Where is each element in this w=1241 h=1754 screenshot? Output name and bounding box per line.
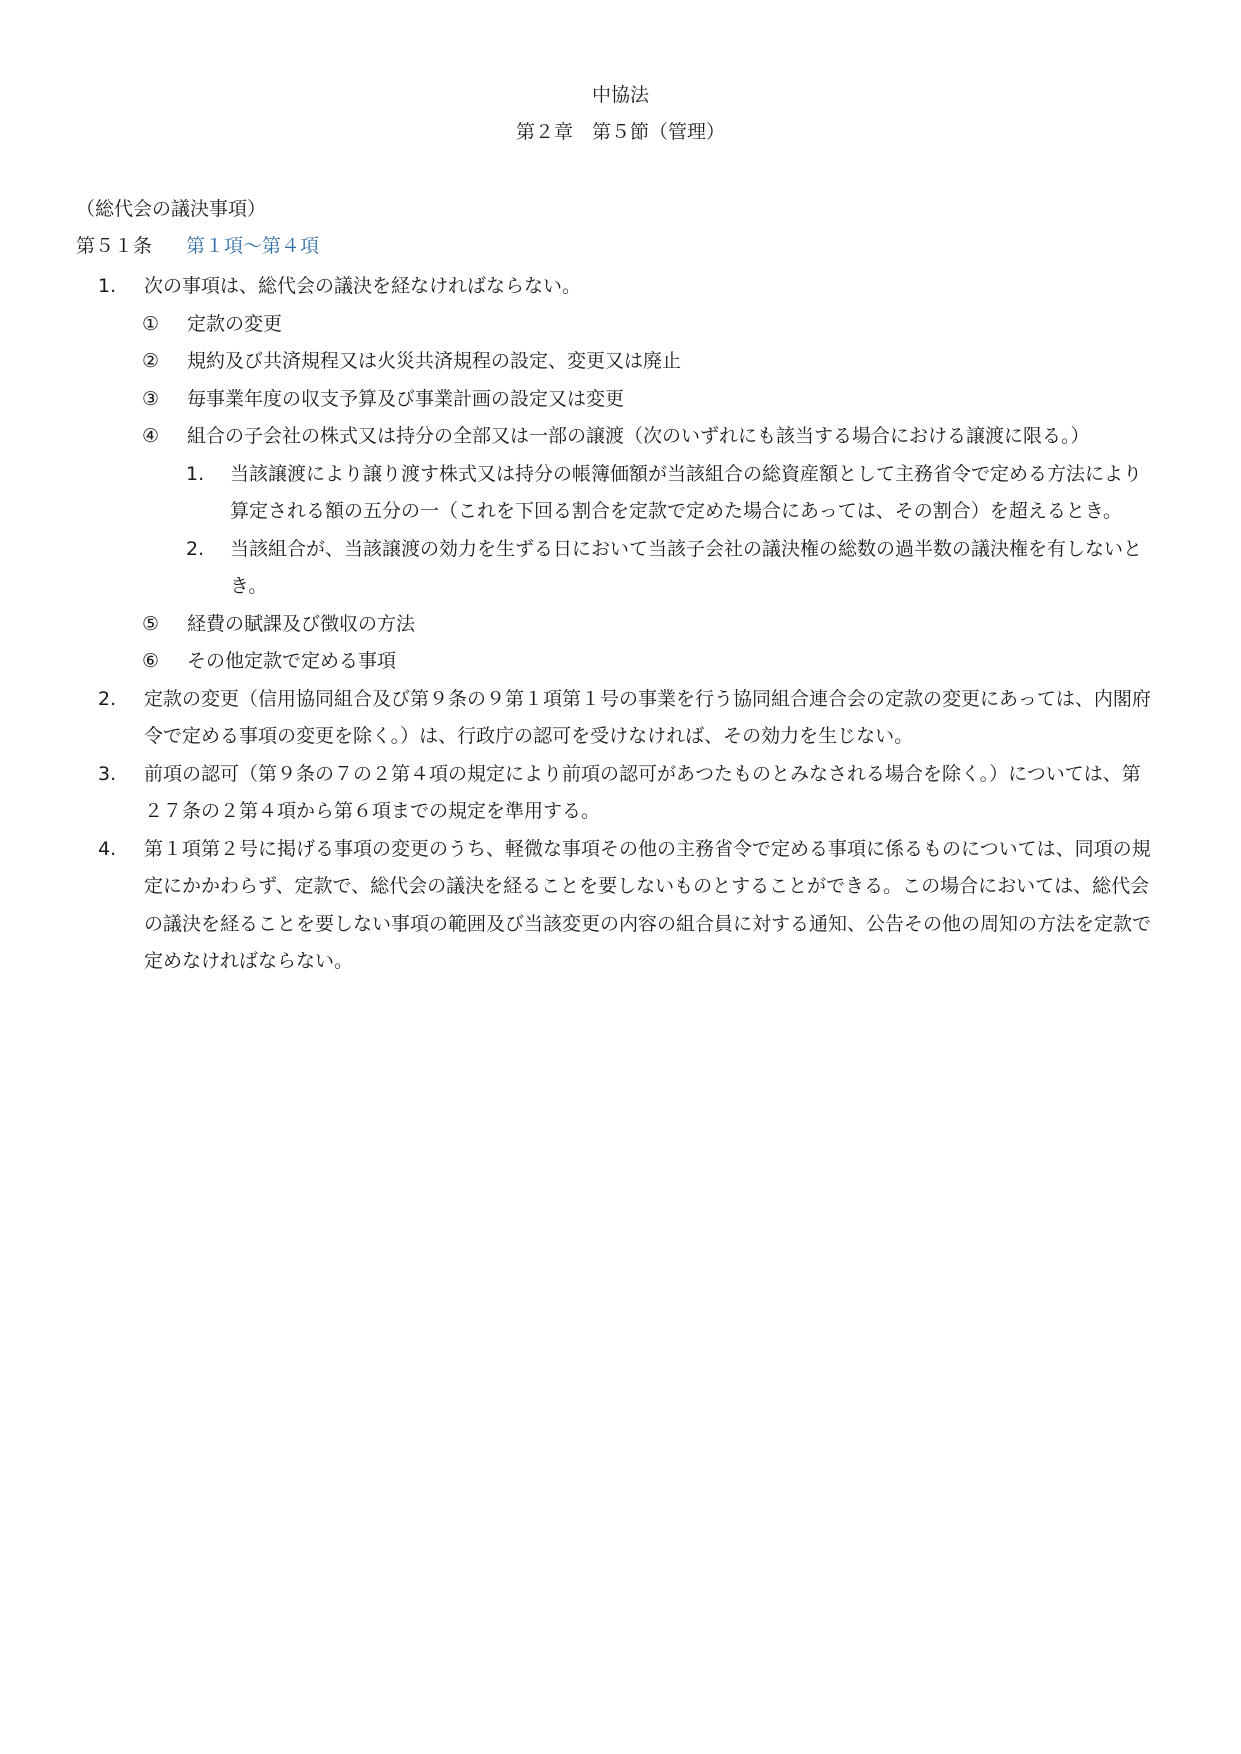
chapter-section-heading: 第２章 第５節（管理） (515, 121, 725, 143)
subitem-text: 当該譲渡により譲り渡す株式又は持分の帳簿価額が当該組合の総資産額として主務省令で定める方法により算定される額の五分の一（これを下回る割合を定款で定めた場合にあっては、その割合）を超えるとき。 (230, 462, 1143, 522)
paragraph-text: 次の事項は、総代会の議決を経なければならない。 (144, 275, 582, 297)
paragraph-text: 前項の認可（第９条の７の２第４項の規定により前項の認可があつたものとみなされる場合を除く。）については、第２７条の２第４項から第６項までの規定を準用する。 (144, 762, 1141, 822)
item-text: 定款の変更 (187, 312, 283, 335)
item-1 (0, 306, 1241, 344)
item-marker: ③ (142, 387, 160, 410)
article-heading (76, 233, 319, 259)
item-2 (0, 343, 1241, 381)
paragraph-marker: 1. (98, 275, 117, 297)
subitem-2 (0, 531, 1241, 606)
article-body (0, 268, 1241, 981)
subitem-marker: 1. (186, 462, 205, 485)
paragraph-text: 第１項第２号に掲げる事項の変更のうち、軽微な事項その他の主務省令で定める事項に係るものについては、同項の規定にかかわらず、定款で、総代会の議決を経ることを要しないものとすることができる。この場合においては、総代会の議決を経ることを要しない事項の範囲及び当該変更の内容の組合員に対する通知、公告その他の周知の方法を定款で定めなければならない。 (144, 837, 1152, 972)
paragraph-text: 定款の変更（信用協同組合及び第９条の９第１項第１号の事業を行う協同組合連合会の定款の変更にあっては、内閣府令で定める事項の変更を除く。）は、行政庁の認可を受けなければ、その効力を生じない。 (144, 687, 1151, 747)
item-5 (0, 606, 1241, 644)
paragraph-3 (0, 756, 1241, 831)
item-marker: ① (142, 312, 160, 335)
item-marker: ⑥ (142, 650, 160, 672)
item-3 (0, 381, 1241, 419)
paragraph-1 (0, 268, 1241, 306)
article-range-link[interactable]: 第１項〜第４項 (186, 235, 320, 257)
item-text: 毎事業年度の収支予算及び事業計画の設定又は変更 (187, 387, 625, 410)
document-title: 中協法 (591, 84, 649, 106)
item-marker: ④ (142, 425, 160, 447)
item-4 (0, 418, 1241, 456)
item-text: その他定款で定める事項 (187, 650, 397, 672)
paragraph-marker: 2. (98, 687, 117, 710)
item-marker: ② (142, 350, 160, 372)
paragraph-marker: 3. (98, 762, 117, 785)
item-marker: ⑤ (142, 612, 160, 635)
subitem-text: 当該組合が、当該譲渡の効力を生ずる日において当該子会社の議決権の総数の過半数の議決権を有しないとき。 (230, 537, 1143, 597)
item-text: 組合の子会社の株式又は持分の全部又は一部の譲渡（次のいずれにも該当する場合における譲渡に限る。） (187, 425, 1090, 447)
item-6 (0, 643, 1241, 681)
article-caption: （総代会の議決事項） (76, 198, 267, 220)
article-number: 第５１条 (76, 235, 153, 257)
item-text: 規約及び共済規程又は火災共済規程の設定、変更又は廃止 (187, 350, 682, 372)
paragraph-2 (0, 681, 1241, 756)
subitem-marker: 2. (186, 537, 205, 560)
subitem-1 (0, 456, 1241, 531)
item-text: 経費の賦課及び徴収の方法 (187, 612, 416, 635)
paragraph-4 (0, 831, 1241, 981)
paragraph-marker: 4. (98, 837, 117, 860)
